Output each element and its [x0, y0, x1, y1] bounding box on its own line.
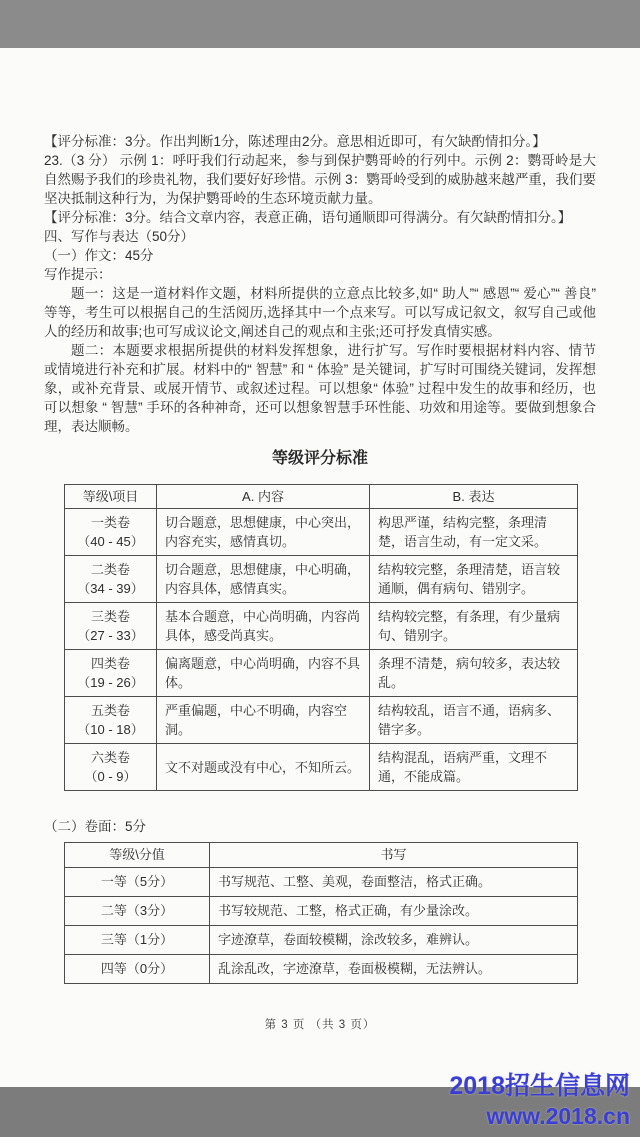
site-watermark	[449, 1071, 630, 1131]
desc-cell: 乱涂乱改，字迹潦草，卷面极模糊，无法辨认。	[210, 955, 578, 984]
grade-cell: 二等（3分）	[65, 897, 210, 926]
expression-cell: 结构混乱，语病严重，文理不通，不能成篇。	[370, 744, 578, 791]
grade-cell	[65, 603, 157, 650]
header-handwriting: 书写	[210, 843, 578, 868]
expression-cell: 结构较完整，条理清楚，语言较通顺，偶有病句、错别字。	[370, 556, 578, 603]
grade-cell: 四等（0分）	[65, 955, 210, 984]
document-body	[0, 48, 640, 1035]
watermark-site-url: www.2018.cn	[486, 1103, 630, 1129]
table-row	[65, 556, 578, 603]
table-row	[65, 697, 578, 744]
desc-cell: 书写较规范、工整，格式正确，有少量涂改。	[210, 897, 578, 926]
content-cell: 文不对题或没有中心，不知所云。	[157, 744, 370, 791]
table-row	[65, 744, 578, 791]
expression-cell: 条理不清楚，病句较多，表达较乱。	[370, 650, 578, 697]
scoring-note: 【评分标准：3分。结合文章内容，表意正确，语句通顺即可得满分。有欠缺酌情扣分。】	[44, 210, 572, 225]
content-cell: 切合题意，思想健康，中心明确，内容具体，感情真实。	[157, 556, 370, 603]
table-header-row	[65, 843, 578, 868]
grade-cell: 三等（1分）	[65, 926, 210, 955]
table-row	[65, 868, 578, 897]
grade-name: 二类卷	[90, 562, 130, 577]
topic-one-paragraph: 题一：这是一道材料作文题，材料所提供的立意点比较多,如“ 助人”“ 感恩”“ 爱心”“ 善良” 等等，考生可以根据自己的生活阅历,选择其中一个点来写。可以写成记叙文，叙写自己或他人的经历和故事;也可写成议论文,阐述自己的观点和主张;还可抒发真情实感。	[44, 286, 596, 339]
table-row	[65, 897, 578, 926]
content-cell: 切合题意，思想健康，中心突出，内容充实，感情真切。	[157, 509, 370, 556]
table-row	[65, 603, 578, 650]
expression-cell: 构思严谨，结构完整，条理清楚，语言生动，有一定文采。	[370, 509, 578, 556]
grade-range: （19 - 26）	[77, 675, 144, 690]
grade-cell	[65, 650, 157, 697]
grade-range: （34 - 39）	[77, 581, 144, 596]
topic-two-paragraph: 题二：本题要求根据所提供的材料发挥想象，进行扩写。写作时要根据材料内容、情节或情境进行补充和扩展。材料中的“ 智慧” 和 “ 体验” 是关键词，扩写时可围绕关键词，发挥想象，或补充背景、或展开情节、或叙述过程。可以想象“ 体验” 过程中发生的故事和经历，也可以想象 “ 智慧” 手环的各种神奇，还可以想象智慧手环性能、功效和用途等。要做到想象合理，表达顺畅。	[44, 343, 596, 434]
grade-cell	[65, 744, 157, 791]
grade-range: （40 - 45）	[77, 534, 144, 549]
top-gray-bar	[0, 0, 640, 48]
expression-cell: 结构较乱，语言不通，语病多、错字多。	[370, 697, 578, 744]
table-row	[65, 509, 578, 556]
section-heading-writing: 四、写作与表达（50分）	[44, 229, 195, 244]
grade-name: 一类卷	[90, 515, 130, 530]
grade-range: （0 - 9）	[84, 769, 137, 784]
desc-cell: 字迹潦草，卷面较模糊，涂改较多，难辨认。	[210, 926, 578, 955]
document-page	[0, 48, 640, 1087]
content-cell: 严重偏题，中心不明确，内容空洞。	[157, 697, 370, 744]
page-number: 第 3 页 （共 3 页）	[264, 1019, 376, 1031]
header-expression: B. 表达	[370, 485, 578, 509]
grade-cell	[65, 697, 157, 744]
handwriting-scoring-table	[64, 842, 578, 984]
grade-cell: 一等（5分）	[65, 868, 210, 897]
desc-cell: 书写规范、工整、美观，卷面整洁，格式正确。	[210, 868, 578, 897]
answer-item-23: 23.（3 分） 示例 1：呼吁我们行动起来，参与到保护鹦哥岭的行列中。示例 2：鹦哥岭是大自然赐予我们的珍贵礼物，我们要好好珍惜。示例 3：鹦哥岭受到的威胁越来越严重，我们要坚决抵制这种行为，为保护鹦哥岭的生态环境贡献力量。	[44, 153, 596, 206]
expression-cell: 结构较完整，有条理，有少量病句、错别字。	[370, 603, 578, 650]
grade-table-title: 等级评分标准	[271, 450, 368, 467]
grade-range: （27 - 33）	[77, 628, 144, 643]
grade-cell	[65, 556, 157, 603]
subsection-essay: （一）作文：45分	[44, 248, 154, 263]
grade-name: 六类卷	[90, 750, 130, 765]
grade-range: （10 - 18）	[77, 722, 144, 737]
writing-hint-label: 写作提示：	[44, 267, 112, 282]
scoring-note: 【评分标准：3分。作出判断1分，陈述理由2分。意思相近即可，有欠缺酌情扣分。】	[44, 134, 546, 149]
header-grade-score: 等级\分值	[65, 843, 210, 868]
content-cell: 基本合题意，中心尚明确，内容尚具体，感受尚真实。	[157, 603, 370, 650]
grade-scoring-table	[64, 484, 578, 791]
table-row	[65, 955, 578, 984]
content-cell: 偏离题意，中心尚明确，内容不具体。	[157, 650, 370, 697]
grade-name: 五类卷	[90, 703, 130, 718]
table-row	[65, 650, 578, 697]
grade-name: 三类卷	[90, 609, 130, 624]
table-header-row	[65, 485, 578, 509]
grade-name: 四类卷	[90, 656, 130, 671]
header-grade-item: 等级\项目	[65, 485, 157, 509]
header-content: A. 内容	[157, 485, 370, 509]
table-row	[65, 926, 578, 955]
watermark-site-name: 2018招生信息网	[449, 1072, 630, 1100]
paper-section-label: （二）卷面：5分	[44, 819, 147, 834]
grade-cell	[65, 509, 157, 556]
